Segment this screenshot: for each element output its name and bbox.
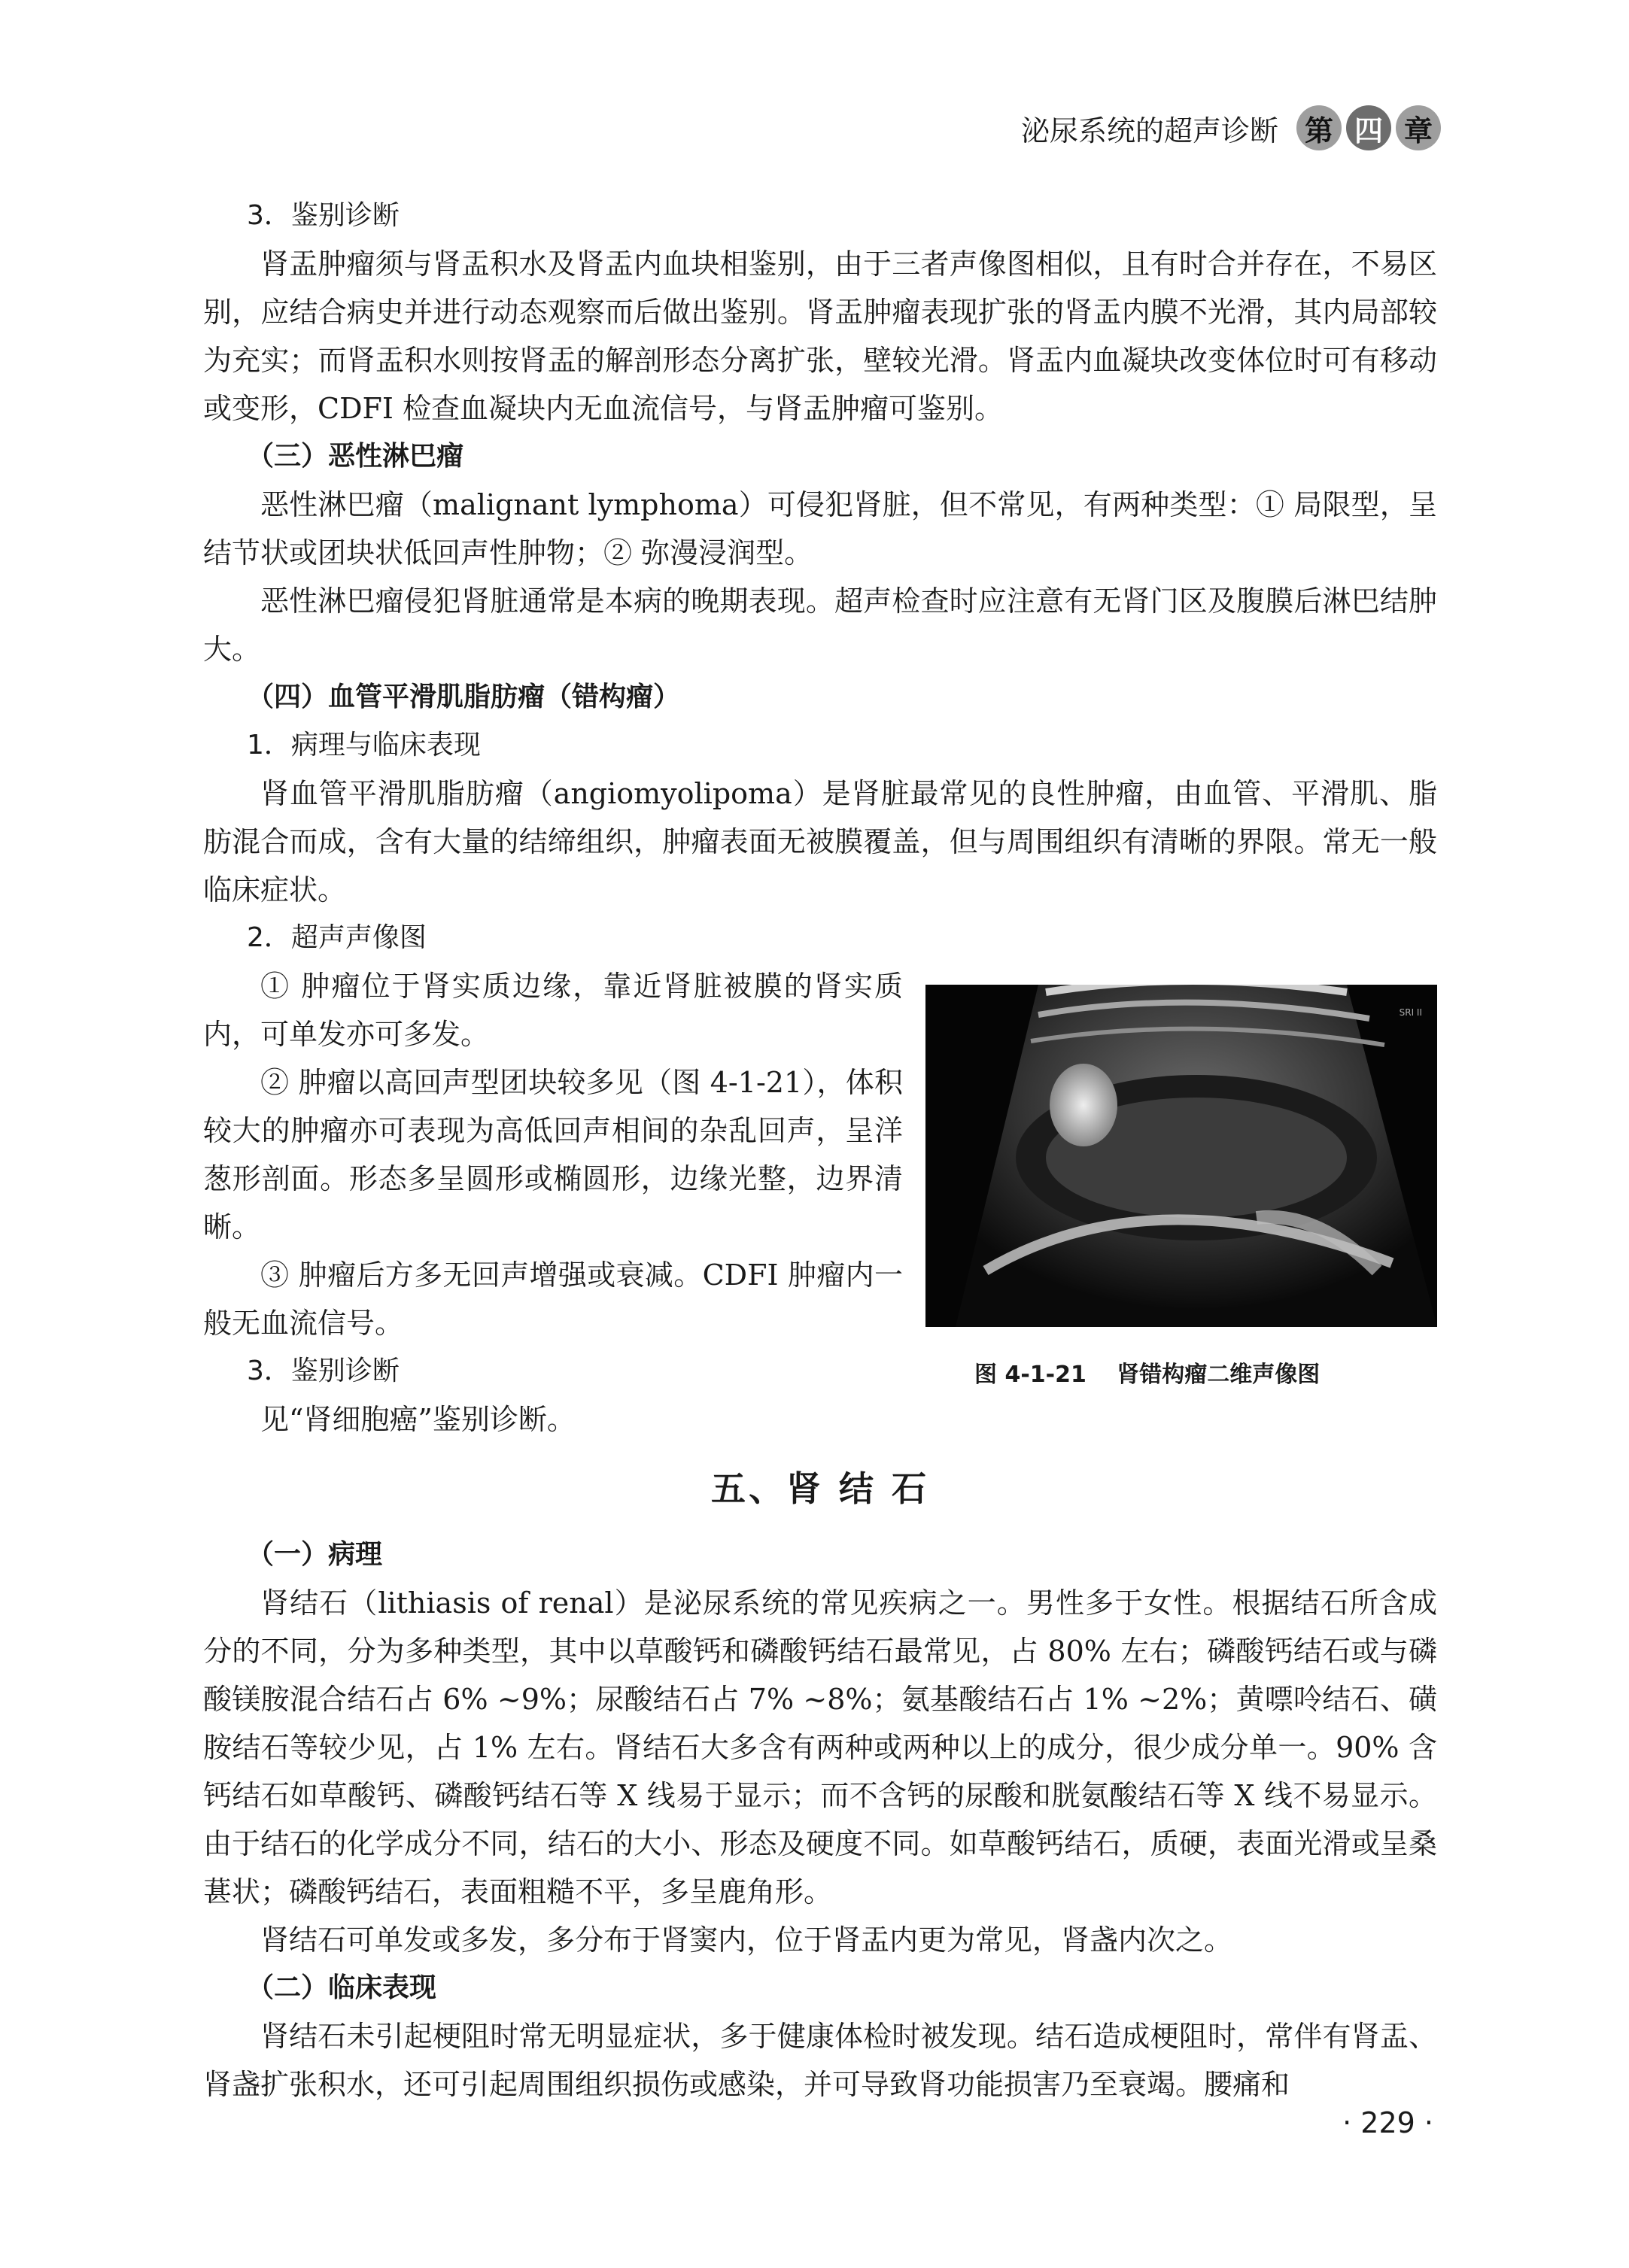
paragraph: 肾血管平滑肌脂肪瘤（angiomyolipoma）是肾脏最常见的良性肿瘤，由血管、平滑肌、脂肪混合而成，含有大量的结缔组织，肿瘤表面无被膜覆盖，但与周围组织有清晰的界限。常无一般临床症状。 bbox=[203, 777, 1437, 906]
text-beside-figure bbox=[203, 962, 903, 1444]
page-body bbox=[203, 192, 1437, 2109]
numbered-heading: 3．鉴别诊断 bbox=[247, 200, 400, 231]
numbered-heading: 1．病理与临床表现 bbox=[247, 730, 481, 761]
page-number: · 229 · bbox=[1342, 2106, 1433, 2139]
header-title: 泌尿系统的超声诊断 bbox=[1020, 114, 1278, 147]
numbered-heading: 3．鉴别诊断 bbox=[247, 1356, 400, 1386]
numbered-heading: 2．超声声像图 bbox=[247, 922, 427, 953]
figure-title: 肾错构瘤二维声像图 bbox=[1117, 1362, 1321, 1388]
chapter-char: 四 bbox=[1346, 105, 1391, 150]
paragraph: ① 肿瘤位于肾实质边缘，靠近肾脏被膜的肾实质内，可单发亦可多发。 bbox=[203, 970, 903, 1051]
paragraph: ② 肿瘤以高回声型团块较多见（图 4-1-21），体积较大的肿瘤亦可表现为高低回声相间的杂乱回声，呈洋葱形剖面。形态多呈圆形或椭圆形，边缘光整，边界清晰。 bbox=[203, 1066, 903, 1243]
running-header bbox=[1021, 105, 1441, 150]
image-overlay-text: SRI II bbox=[1399, 1007, 1422, 1018]
figure bbox=[925, 985, 1437, 1444]
paragraph: 肾结石可单发或多发，多分布于肾窦内，位于肾盂内更为常见，肾盏内次之。 bbox=[260, 1923, 1233, 1957]
paragraph: 肾盂肿瘤须与肾盂积水及肾盂内血块相鉴别，由于三者声像图相似，且有时合并存在，不易区别，应结合病史并进行动态观察而后做出鉴别。肾盂肿瘤表现扩张的肾盂内膜不光滑，其内局部较为充实；而肾盂积水则按肾盂的解剖形态分离扩张，壁较光滑。肾盂内血凝块改变体位时可有移动或变形，CDFI 检查血凝块内无血流信号，与肾盂肿瘤可鉴别。 bbox=[203, 247, 1437, 425]
figure-row bbox=[203, 962, 1437, 1444]
figure-label: 图 4-1-21 bbox=[974, 1362, 1087, 1388]
chapter-char: 第 bbox=[1296, 105, 1342, 150]
subsection-heading: （三）恶性淋巴瘤 bbox=[247, 441, 464, 472]
chapter-char: 章 bbox=[1396, 105, 1441, 150]
paragraph: 恶性淋巴瘤（malignant lymphoma）可侵犯肾脏，但不常见，有两种类型：① 局限型，呈结节状或团块状低回声性肿物；② 弥漫浸润型。 bbox=[203, 488, 1437, 569]
text-section-1 bbox=[203, 192, 1437, 962]
section-title: 五、肾 结 石 bbox=[710, 1468, 930, 1509]
subsection-heading: （一）病理 bbox=[247, 1539, 383, 1570]
text-section-2 bbox=[203, 1531, 1437, 2109]
subsection-heading: （四）血管平滑肌脂肪瘤（错构瘤） bbox=[247, 682, 681, 712]
paragraph: 见“肾细胞癌”鉴别诊断。 bbox=[260, 1403, 576, 1436]
figure-caption bbox=[925, 1356, 1437, 1389]
subsection-heading: （二）临床表现 bbox=[247, 1972, 437, 2003]
paragraph: 恶性淋巴瘤侵犯肾脏通常是本病的晚期表现。超声检查时应注意有无肾门区及腹膜后淋巴结肿大。 bbox=[203, 584, 1437, 666]
paragraph: 肾结石未引起梗阻时常无明显症状，多于健康体检时被发现。结石造成梗阻时，常伴有肾盂、肾盏扩张积水，还可引起周围组织损伤或感染，并可导致肾功能损害乃至衰竭。腰痛和 bbox=[203, 2020, 1437, 2101]
ultrasound-image bbox=[925, 985, 1437, 1327]
chapter-badge bbox=[1296, 105, 1441, 150]
paragraph: ③ 肿瘤后方多无回声增强或衰减。CDFI 肿瘤内一般无血流信号。 bbox=[203, 1258, 903, 1340]
paragraph: 肾结石（lithiasis of renal）是泌尿系统的常见疾病之一。男性多于女性。根据结石所含成分的不同，分为多种类型，其中以草酸钙和磷酸钙结石最常见，占 80% 左右；磷酸钙结石或与磷酸镁胺混合结石占 6% ~9%；尿酸结石占 7% ~8%；氨基酸结石占 1% ~2%；黄嘌呤结石、磺胺结石等较少见，占 1% 左右。肾结石大多含有两种或两种以上的成分，很少成分单一。90% 含钙结石如草酸钙、磷酸钙结石等 X 线易于显示；而不含钙的尿酸和胱氨酸结石等 X 线不易显示。由于结石的化学成分不同，结石的大小、形态及硬度不同。如草酸钙结石，质硬，表面光滑或呈桑葚状；磷酸钙结石，表面粗糙不平，多呈鹿角形。 bbox=[203, 1586, 1437, 1908]
